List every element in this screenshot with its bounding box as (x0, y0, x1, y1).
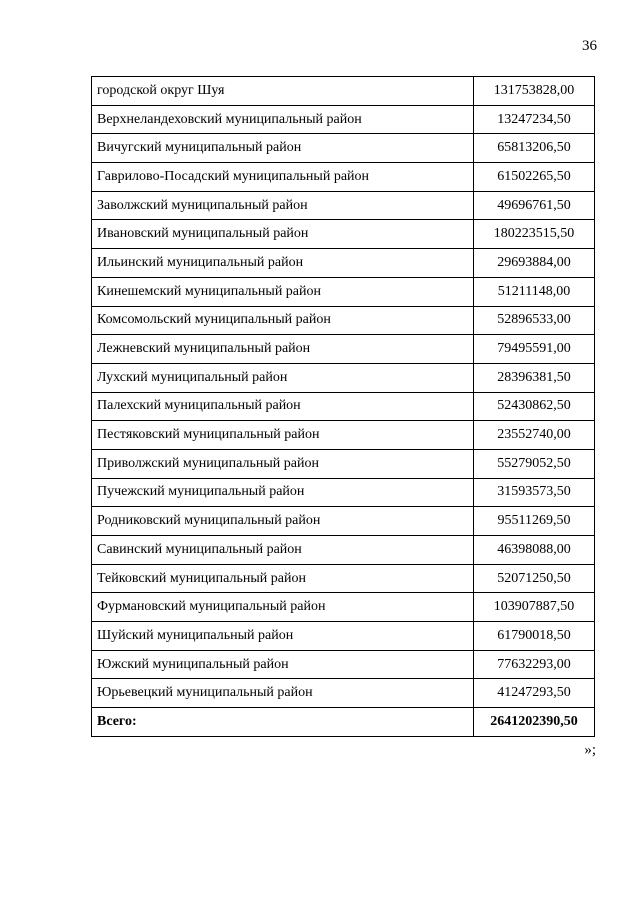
row-name: Южский муниципальный район (92, 650, 474, 679)
table-row (92, 191, 595, 220)
table-row (92, 220, 595, 249)
budget-table (91, 76, 595, 737)
closing-quote-mark: »; (584, 742, 596, 758)
row-value: 41247293,50 (474, 679, 595, 708)
row-name: Тейковский муниципальный район (92, 564, 474, 593)
row-name: городской округ Шуя (92, 77, 474, 106)
row-value: 180223515,50 (474, 220, 595, 249)
row-name: Фурмановский муниципальный район (92, 593, 474, 622)
table-row (92, 421, 595, 450)
total-row (92, 708, 595, 737)
row-value: 46398088,00 (474, 536, 595, 565)
table-row (92, 622, 595, 651)
row-name: Пестяковский муниципальный район (92, 421, 474, 450)
row-value: 23552740,00 (474, 421, 595, 450)
table-row (92, 449, 595, 478)
row-value: 95511269,50 (474, 507, 595, 536)
row-value: 65813206,50 (474, 134, 595, 163)
row-name: Савинский муниципальный район (92, 536, 474, 565)
row-name: Лежневский муниципальный район (92, 335, 474, 364)
row-value: 52430862,50 (474, 392, 595, 421)
table-row (92, 507, 595, 536)
table-row (92, 249, 595, 278)
row-name: Приволжский муниципальный район (92, 449, 474, 478)
row-name: Заволжский муниципальный район (92, 191, 474, 220)
table-row (92, 363, 595, 392)
table-row (92, 277, 595, 306)
row-value: 31593573,50 (474, 478, 595, 507)
row-name: Пучежский муниципальный район (92, 478, 474, 507)
row-name: Верхнеландеховский муниципальный район (92, 105, 474, 134)
table-row (92, 335, 595, 364)
row-name: Лухский муниципальный район (92, 363, 474, 392)
row-name: Родниковский муниципальный район (92, 507, 474, 536)
page-number: 36 (582, 38, 597, 54)
table-row (92, 105, 595, 134)
row-value: 61502265,50 (474, 163, 595, 192)
row-value: 13247234,50 (474, 105, 595, 134)
row-value: 77632293,00 (474, 650, 595, 679)
row-name: Палехский муниципальный район (92, 392, 474, 421)
row-value: 51211148,00 (474, 277, 595, 306)
row-value: 52896533,00 (474, 306, 595, 335)
table-row (92, 679, 595, 708)
row-value: 28396381,50 (474, 363, 595, 392)
table-row (92, 134, 595, 163)
row-value: 79495591,00 (474, 335, 595, 364)
row-name: Гаврилово-Посадский муниципальный район (92, 163, 474, 192)
table-row (92, 77, 595, 106)
row-value: 103907887,50 (474, 593, 595, 622)
row-value: 52071250,50 (474, 564, 595, 593)
table-row (92, 564, 595, 593)
row-value: 49696761,50 (474, 191, 595, 220)
total-value: 2641202390,50 (474, 708, 595, 737)
row-name: Шуйский муниципальный район (92, 622, 474, 651)
table-row (92, 593, 595, 622)
row-name: Ивановский муниципальный район (92, 220, 474, 249)
row-value: 131753828,00 (474, 77, 595, 106)
row-name: Юрьевецкий муниципальный район (92, 679, 474, 708)
row-value: 55279052,50 (474, 449, 595, 478)
table-row (92, 163, 595, 192)
row-name: Комсомольский муниципальный район (92, 306, 474, 335)
table-row (92, 536, 595, 565)
table-row (92, 392, 595, 421)
row-value: 61790018,50 (474, 622, 595, 651)
table-row (92, 478, 595, 507)
table-row (92, 306, 595, 335)
row-name: Вичугский муниципальный район (92, 134, 474, 163)
row-name: Ильинский муниципальный район (92, 249, 474, 278)
row-name: Кинешемский муниципальный район (92, 277, 474, 306)
table-row (92, 650, 595, 679)
total-label: Всего: (92, 708, 474, 737)
row-value: 29693884,00 (474, 249, 595, 278)
